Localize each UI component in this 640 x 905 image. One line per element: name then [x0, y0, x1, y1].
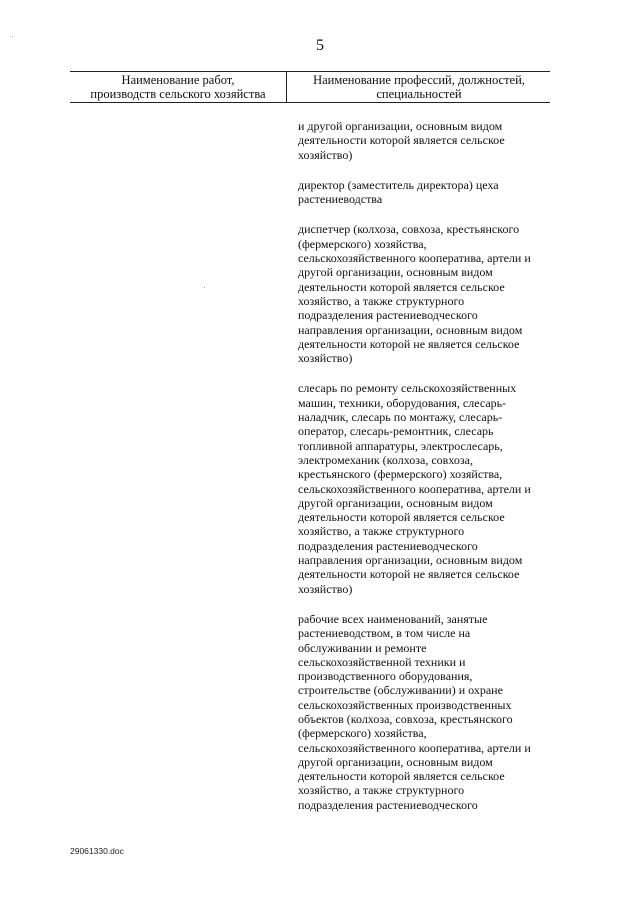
page-number: 5	[316, 37, 324, 54]
profession-entry: и другой организации, основным видом деятельности которой является сельское хозяйство)	[298, 119, 505, 162]
footer-file-name: 29061330.doc	[70, 846, 124, 856]
profession-entry: слесарь по ремонту сельскохозяйственных машин, техники, оборудования, слесарь- наладчик, слесарь по монтажу, слесарь- оператор, слесарь-ремонтник, слесарь топливной аппаратуры, электрослесарь, электромеханик (колхоза, совхоза, крестьянского (фермерского) хозяйства, сельскохозяйственного кооператива, артели и другой организации, основным видом деятельности которой является сельское хозяйство, а также структурного подразделения растениеводческого направления организации, основным видом деятельности которой не является сельское хозяйство)	[298, 381, 531, 596]
column-header-works: Наименование работ, производств сельского хозяйства	[90, 73, 266, 101]
table-header-column-divider	[286, 71, 287, 102]
table-header-bottom-rule	[70, 102, 550, 103]
scan-speck	[12, 36, 13, 37]
profession-entry: диспетчер (колхоза, совхоза, крестьянского (фермерского) хозяйства, сельскохозяйственного кооператива, артели и другой организации, основным видом деятельности которой является сельское хозяйство, а также структурного подразделения растениеводческого направления организации, основным видом деятельности которой не является сельское хозяйство)	[298, 222, 531, 366]
scan-speck	[204, 287, 205, 288]
column-header-professions: Наименование профессий, должностей, специальностей	[313, 73, 525, 101]
table-header-top-rule	[70, 71, 550, 72]
professions-list	[298, 119, 548, 828]
profession-entry: рабочие всех наименований, занятые растениеводством, в том числе на обслуживании и ремонте сельскохозяйственной техники и производственного оборудования, строительстве (обслуживании) и охране сельскохозяйственных производственных объектов (колхоза, совхоза, крестьянского (фермерского) хозяйства, сельскохозяйственного кооператива, артели и другой организации, основным видом деятельности которой является сельское хозяйство, а также структурного подразделения растениеводческого	[298, 611, 531, 812]
profession-entry: директор (заместитель директора) цеха растениеводства	[298, 177, 499, 207]
